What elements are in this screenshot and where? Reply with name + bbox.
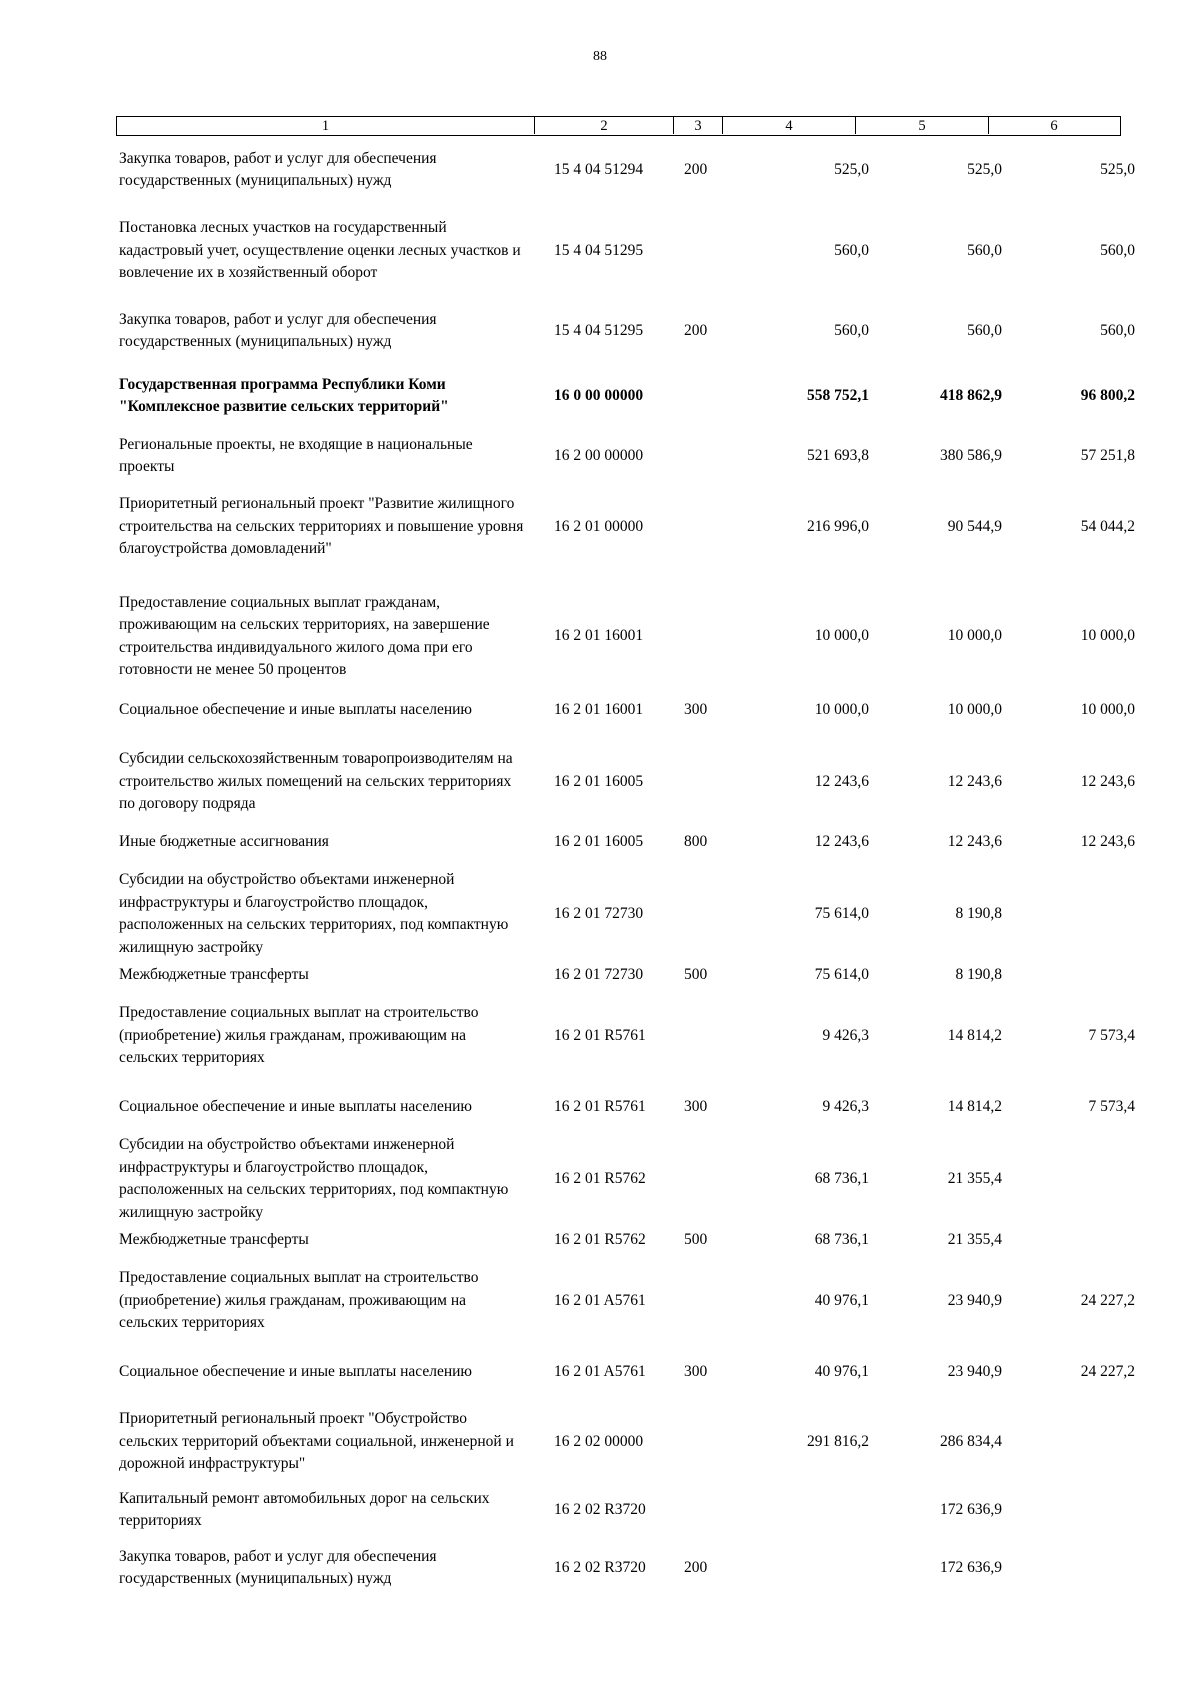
table-row — [116, 698, 1135, 722]
table-row — [116, 374, 1135, 418]
row-code: 16 2 01 72730 — [554, 904, 644, 922]
row-expense-type — [684, 1133, 724, 1225]
row-value-col6: 525,0 — [1100, 160, 1135, 178]
row-expense-type — [684, 492, 724, 562]
row-description: Межбюджетные трансферты — [119, 965, 309, 983]
row-value-col6: 54 044,2 — [1080, 517, 1135, 535]
row-value-col5: 14 814,2 — [947, 1097, 1002, 1115]
row-value-col6 — [1002, 1133, 1135, 1225]
table-row — [116, 830, 1135, 854]
row-expense-type: 500 — [684, 1230, 708, 1248]
row-value-col4: 10 000,0 — [814, 700, 869, 718]
row-expense-type: 200 — [684, 1558, 708, 1576]
row-code: 16 2 01 72730 — [554, 965, 644, 983]
header-col-3: 3 — [674, 117, 723, 134]
header-col-4: 4 — [723, 117, 856, 134]
row-description: Иные бюджетные ассигнования — [119, 832, 329, 850]
row-value-col5: 21 355,4 — [947, 1169, 1002, 1187]
row-code: 16 2 01 R5761 — [554, 1097, 646, 1115]
table-row — [116, 1488, 1121, 1532]
row-description: Предоставление социальных выплат гражданам, проживающим на сельских территориях, на завершение строительства индивидуального жилого дома при его готовности не менее 50 процентов — [119, 593, 490, 678]
row-code: 15 4 04 51294 — [554, 160, 644, 178]
row-description: Постановка лесных участков на государственный кадастровый учет, осуществление оценки лесных участков и вовлечение их в хозяйственный оборот — [119, 219, 521, 282]
row-expense-type — [684, 1266, 724, 1336]
row-expense-type: 200 — [684, 321, 708, 339]
table-row — [116, 148, 1135, 192]
row-value-col5: 286 834,4 — [940, 1432, 1002, 1450]
row-code: 15 4 04 51295 — [554, 241, 644, 259]
row-description: Субсидии сельскохозяйственным товаропроизводителям на строительство жилых помещений на сельских территориях по договору подряда — [119, 750, 513, 813]
row-expense-type: 300 — [684, 700, 708, 718]
row-value-col5: 418 862,9 — [940, 386, 1002, 404]
row-value-col6: 560,0 — [1100, 241, 1135, 259]
row-value-col6 — [1002, 1488, 1135, 1532]
table-row — [116, 216, 1135, 286]
row-value-col4: 525,0 — [834, 160, 869, 178]
table-row — [116, 1228, 1121, 1252]
page-number: 88 — [593, 49, 607, 64]
row-code: 16 2 01 00000 — [554, 517, 644, 535]
row-value-col5: 560,0 — [967, 321, 1002, 339]
row-value-col4: 521 693,8 — [807, 446, 869, 464]
row-value-col6 — [1002, 1228, 1135, 1252]
row-value-col6: 12 243,6 — [1080, 772, 1135, 790]
row-value-col5: 10 000,0 — [947, 700, 1002, 718]
row-value-col4: 68 736,1 — [814, 1169, 869, 1187]
row-description: Социальное обеспечение и иные выплаты населению — [119, 1097, 473, 1115]
row-description: Закупка товаров, работ и услуг для обеспечения государственных (муниципальных) нужд — [119, 310, 437, 350]
row-value-col5: 525,0 — [967, 160, 1002, 178]
row-code: 16 2 01 A5761 — [554, 1291, 646, 1309]
row-value-col6: 7 573,4 — [1088, 1026, 1135, 1044]
row-value-col6: 7 573,4 — [1088, 1097, 1135, 1115]
row-description: Закупка товаров, работ и услуг для обеспечения государственных (муниципальных) нужд — [119, 1547, 437, 1587]
table-header — [116, 116, 1121, 136]
row-value-col4: 216 996,0 — [807, 517, 869, 535]
row-description: Субсидии на обустройство объектами инженерной инфраструктуры и благоустройство площадок, расположенных на сельских территориях, под компактную жилищную застройку — [119, 871, 509, 956]
row-value-col6 — [1002, 868, 1135, 960]
row-expense-type: 800 — [684, 832, 708, 850]
row-value-col6: 10 000,0 — [1080, 700, 1135, 718]
row-code: 16 2 01 R5762 — [554, 1169, 646, 1187]
row-value-col5: 8 190,8 — [955, 904, 1002, 922]
row-value-col6 — [1002, 1407, 1135, 1477]
row-value-col4: 560,0 — [834, 321, 869, 339]
row-description: Предоставление социальных выплат на строительство (приобретение) жилья гражданам, проживающим на сельских территориях — [119, 1004, 479, 1067]
row-expense-type — [684, 868, 724, 960]
header-col-6: 6 — [1050, 118, 1058, 134]
row-description: Субсидии на обустройство объектами инженерной инфраструктуры и благоустройство площадок, расположенных на сельских территориях, под компактную жилищную застройку — [119, 1136, 509, 1221]
row-expense-type — [684, 216, 724, 286]
row-code: 16 2 00 00000 — [554, 446, 644, 464]
table-row — [116, 1001, 1135, 1071]
table-row — [116, 963, 1121, 987]
row-description: Предоставление социальных выплат на строительство (приобретение) жилья гражданам, проживающим на сельских территориях — [119, 1269, 479, 1332]
row-expense-type — [684, 736, 724, 828]
row-value-col6: 96 800,2 — [1080, 386, 1135, 404]
row-value-col4: 75 614,0 — [814, 965, 869, 983]
row-value-col5: 23 940,9 — [947, 1291, 1002, 1309]
row-code: 16 2 02 R3720 — [554, 1500, 646, 1518]
row-value-col4: 40 976,1 — [814, 1291, 869, 1309]
table-row — [116, 1407, 1121, 1477]
row-description: Социальное обеспечение и иные выплаты населению — [119, 1362, 473, 1380]
row-value-col6: 57 251,8 — [1080, 446, 1135, 464]
row-value-col5: 172 636,9 — [940, 1500, 1002, 1518]
row-value-col5: 21 355,4 — [947, 1230, 1002, 1248]
row-value-col6: 12 243,6 — [1080, 832, 1135, 850]
row-value-col5: 172 636,9 — [940, 1558, 1002, 1576]
row-description: Приоритетный региональный проект "Развитие жилищного строительства на сельских территориях и повышение уровня благоустройства домовладений" — [119, 495, 524, 558]
table-row — [116, 1095, 1135, 1119]
row-value-col5: 14 814,2 — [947, 1026, 1002, 1044]
row-description: Закупка товаров, работ и услуг для обеспечения государственных (муниципальных) нужд — [119, 149, 437, 189]
row-value-col6: 24 227,2 — [1080, 1362, 1135, 1380]
table-row — [116, 1266, 1135, 1336]
row-value-col5: 380 586,9 — [940, 446, 1002, 464]
table-row — [116, 590, 1135, 683]
header-col-1: 1 — [117, 117, 535, 134]
row-description: Межбюджетные трансферты — [119, 1230, 309, 1248]
row-description: Социальное обеспечение и иные выплаты населению — [119, 700, 473, 718]
row-description: Капитальный ремонт автомобильных дорог на сельских территориях — [119, 1489, 490, 1529]
table-row — [116, 736, 1135, 828]
row-code: 16 2 01 A5761 — [554, 1362, 646, 1380]
table-row — [116, 868, 1121, 960]
row-value-col5: 8 190,8 — [955, 965, 1002, 983]
row-expense-type — [684, 374, 724, 418]
table-row — [116, 309, 1135, 353]
row-code: 16 2 01 16005 — [554, 772, 644, 790]
header-col-2: 2 — [535, 117, 674, 134]
row-value-col6 — [1002, 963, 1135, 987]
row-value-col5: 90 544,9 — [947, 517, 1002, 535]
row-expense-type: 300 — [684, 1097, 708, 1115]
row-code: 16 2 02 00000 — [554, 1432, 644, 1450]
row-expense-type — [684, 433, 724, 479]
row-value-col4: 560,0 — [834, 241, 869, 259]
row-expense-type — [684, 1488, 724, 1532]
row-value-col4 — [736, 1488, 869, 1532]
row-code: 16 2 01 16001 — [554, 627, 644, 645]
row-value-col4: 68 736,1 — [814, 1230, 869, 1248]
row-value-col4: 9 426,3 — [822, 1026, 869, 1044]
row-value-col6: 24 227,2 — [1080, 1291, 1135, 1309]
row-value-col6: 10 000,0 — [1080, 627, 1135, 645]
header-col-5: 5 — [856, 117, 989, 134]
row-description: Приоритетный региональный проект "Обустройство сельских территорий объектами социальной, инженерной и дорожной инфраструктуры" — [119, 1410, 514, 1473]
row-value-col4: 558 752,1 — [807, 386, 869, 404]
row-code: 16 2 01 R5761 — [554, 1026, 646, 1044]
row-value-col4: 9 426,3 — [822, 1097, 869, 1115]
row-value-col5: 12 243,6 — [947, 832, 1002, 850]
row-expense-type: 200 — [684, 160, 708, 178]
row-value-col5: 23 940,9 — [947, 1362, 1002, 1380]
row-code: 16 2 01 R5762 — [554, 1230, 646, 1248]
row-code: 16 0 00 00000 — [554, 386, 644, 404]
row-expense-type — [684, 590, 724, 683]
row-description: Государственная программа Республики Коми "Комплексное развитие сельских территорий" — [119, 375, 449, 415]
row-value-col4: 12 243,6 — [814, 832, 869, 850]
row-value-col4: 75 614,0 — [814, 904, 869, 922]
row-value-col4: 12 243,6 — [814, 772, 869, 790]
row-expense-type — [684, 1001, 724, 1071]
row-value-col4: 40 976,1 — [814, 1362, 869, 1380]
row-value-col6: 560,0 — [1100, 321, 1135, 339]
row-value-col4: 291 816,2 — [807, 1432, 869, 1450]
table-row — [116, 1133, 1121, 1225]
row-value-col5: 12 243,6 — [947, 772, 1002, 790]
table-row — [116, 1546, 1121, 1590]
row-expense-type: 500 — [684, 965, 708, 983]
row-value-col5: 560,0 — [967, 241, 1002, 259]
row-value-col5: 10 000,0 — [947, 627, 1002, 645]
row-description: Региональные проекты, не входящие в национальные проекты — [119, 435, 473, 475]
table-row — [116, 433, 1135, 479]
row-value-col4: 10 000,0 — [814, 627, 869, 645]
row-code: 16 2 01 16001 — [554, 700, 644, 718]
row-code: 16 2 01 16005 — [554, 832, 644, 850]
row-expense-type: 300 — [684, 1362, 708, 1380]
table-row — [116, 1360, 1135, 1384]
row-code: 16 2 02 R3720 — [554, 1558, 646, 1576]
row-expense-type — [684, 1407, 724, 1477]
row-value-col6 — [1002, 1546, 1135, 1590]
table-row — [116, 492, 1135, 562]
row-code: 15 4 04 51295 — [554, 321, 644, 339]
row-value-col4 — [736, 1546, 869, 1590]
